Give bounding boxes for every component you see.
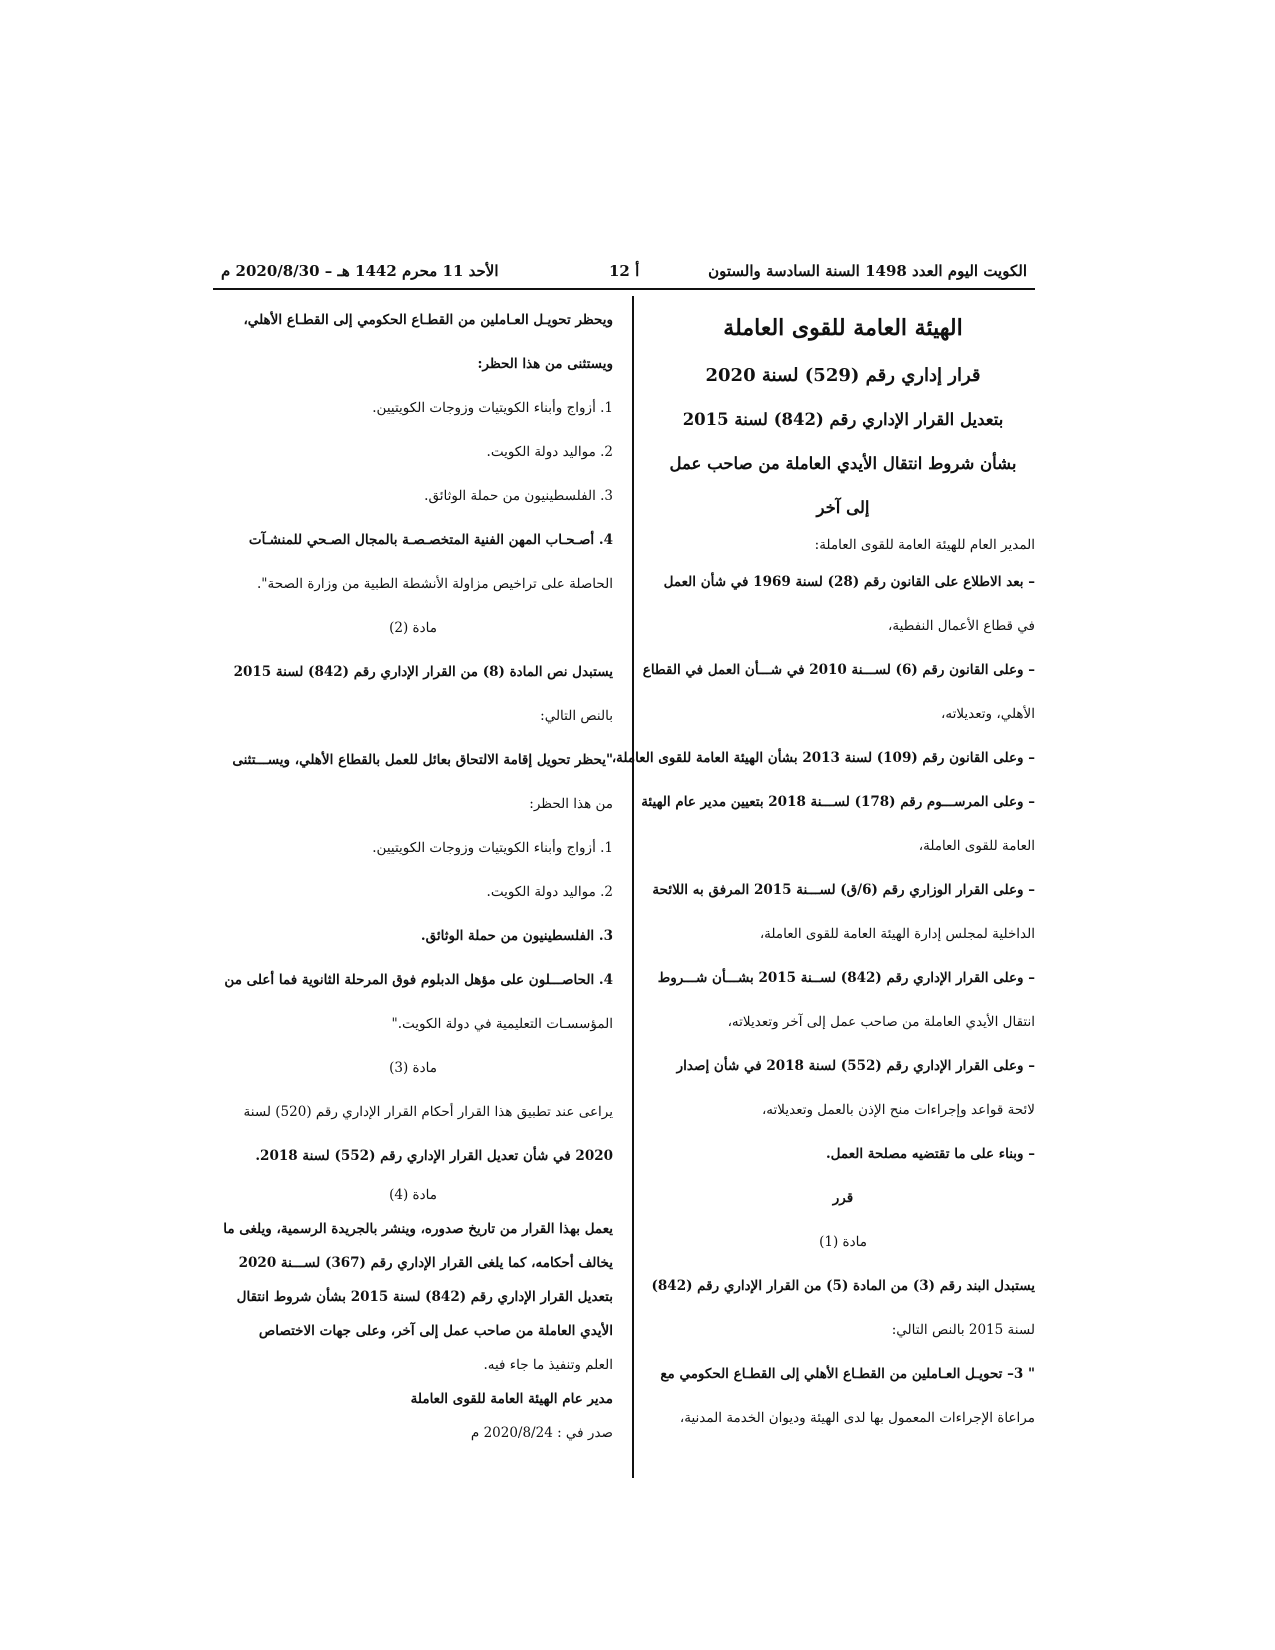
article-4-heading: مادة (4)	[389, 1187, 437, 1203]
exception-item: الحاصلة على تراخيص مزاولة الأنشطة الطبية من وزارة الصحة".	[257, 576, 613, 592]
page-header	[213, 258, 1035, 290]
decision-subject-line-1: بشأن شروط انتقال الأيدي العاملة من صاحب عمل	[669, 454, 1017, 473]
decision-subject-line-2: إلى آخر	[816, 498, 870, 517]
article-1-line: لسنة 2015 بالنص التالي:	[891, 1322, 1035, 1338]
article-2-line: "يحظر تحويل إقامة الالتحاق بعائل للعمل بالقطاع الأهلي، ويســـتثنى	[232, 752, 613, 768]
article-1-continued-line: ويستثنى من هذا الحظر:	[477, 356, 613, 372]
preamble-line: – وعلى القانون رقم (6) لســـنة 2010 في شـــأن العمل في القطاع	[642, 662, 1035, 678]
article-2-line: يستبدل نص المادة (8) من القرار الإداري رقم (842) لسنة 2015	[233, 664, 613, 680]
decision-title: قرار إداري رقم (529) لسنة 2020	[705, 365, 981, 386]
article-4-line: بتعديل القرار الإداري رقم (842) لسنة 2015 بشأن شروط انتقال	[236, 1289, 613, 1305]
authority-title: الهيئة العامة للقوى العاملة	[723, 315, 963, 341]
preamble-line: المدير العام للهيئة العامة للقوى العاملة:	[814, 537, 1035, 553]
right-column	[611, 300, 1035, 1442]
exception-item: 2. مواليد دولة الكويت.	[486, 444, 613, 460]
article-1-heading: مادة (1)	[819, 1234, 867, 1250]
article-1-line: " 3– تحويـل العـاملين من القطـاع الأهلي إلى القطـاع الحكومي مع	[660, 1366, 1035, 1382]
preamble-line: في قطاع الأعمال النفطية،	[887, 618, 1035, 634]
article-4-line: العلم وتنفيذ ما جاء فيه.	[483, 1357, 613, 1373]
preamble-line: الداخلية لمجلس إدارة الهيئة العامة للقوى العاملة،	[759, 926, 1035, 942]
preamble-line: – وعلى القانون رقم (109) لسنة 2013 بشأن الهيئة العامة للقوى العاملة،	[611, 750, 1035, 766]
preamble-line: الأهلي، وتعديلاته،	[941, 706, 1035, 722]
issue-date: الأحد 11 محرم 1442 هـ – 2020/8/30 م	[221, 262, 499, 280]
signatory-title: مدير عام الهيئة العامة للقوى العاملة	[410, 1391, 613, 1407]
preamble-line: – بعد الاطلاع على القانون رقم (28) لسنة 1969 في شأن العمل	[663, 574, 1035, 590]
article-2-line: بالنص التالي:	[540, 708, 613, 724]
decided-heading: قرر	[832, 1190, 854, 1206]
article-3-line: يراعى عند تطبيق هذا القرار أحكام القرار الإداري رقم (520) لسنة	[243, 1104, 613, 1120]
column-divider	[632, 296, 634, 1478]
exception-item: 3. الفلسطينيون من حملة الوثائق.	[424, 488, 613, 504]
left-column	[213, 300, 613, 1452]
issue-date-footer: صدر في : 2020/8/24 م	[470, 1425, 613, 1441]
exception-item: المؤسسـات التعليمية في دولة الكويت."	[391, 1016, 613, 1032]
article-1-line: مراعاة الإجراءات المعمول بها لدى الهيئة وديوان الخدمة المدنية،	[679, 1410, 1035, 1426]
exception-item: 2. مواليد دولة الكويت.	[486, 884, 613, 900]
preamble-line: – وبناء على ما تقتضيه مصلحة العمل.	[825, 1146, 1035, 1162]
preamble-line: – وعلى القرار الإداري رقم (842) لســنة 2015 بشـــأن شـــروط	[657, 970, 1035, 986]
page-number: أ 12	[609, 262, 640, 280]
preamble-line: – وعلى القرار الوزاري رقم (6/ق) لســـنة 2015 المرفق به اللائحة	[652, 882, 1035, 898]
exception-item: 4. الحاصـــلون على مؤهل الدبلوم فوق المرحلة الثانوية فما أعلى من	[224, 972, 613, 988]
article-2-heading: مادة (2)	[389, 620, 437, 636]
preamble-line: لائحة قواعد وإجراءات منح الإذن بالعمل وتعديلاته،	[761, 1102, 1035, 1118]
article-4-line: يعمل بهذا القرار من تاريخ صدوره، وينشر بالجريدة الرسمية، ويلغى ما	[223, 1221, 613, 1237]
article-1-continued-line: ويحظر تحويـل العـاملين من القطـاع الحكومي إلى القطـاع الأهلي،	[243, 312, 613, 328]
decision-subtitle: بتعديل القرار الإداري رقم (842) لسنة 2015	[682, 410, 1004, 429]
article-1-line: يستبدل البند رقم (3) من المادة (5) من القرار الإداري رقم (842)	[651, 1278, 1035, 1294]
gazette-issue: الكويت اليوم العدد 1498 السنة السادسة والستون	[708, 262, 1027, 280]
exception-item: 1. أزواج وأبناء الكويتيات وزوجات الكويتيين.	[372, 840, 613, 856]
article-3-line: 2020 في شأن تعديل القرار الإداري رقم (552) لسنة 2018.	[255, 1148, 613, 1164]
preamble-line: انتقال الأيدي العاملة من صاحب عمل إلى آخر وتعديلاته،	[727, 1014, 1035, 1030]
exception-item: 3. الفلسطينيون من حملة الوثائق.	[420, 928, 613, 944]
preamble-line: – وعلى المرســـوم رقم (178) لســـنة 2018 بتعيين مدير عام الهيئة	[641, 794, 1035, 810]
preamble-line: العامة للقوى العاملة،	[918, 838, 1035, 854]
exception-item: 4. أصـحـاب المهن الفنية المتخصـصـة بالمجال الصـحي للمنشـآت	[248, 532, 613, 548]
article-3-heading: مادة (3)	[389, 1060, 437, 1076]
article-4-line: يخالف أحكامه، كما يلغى القرار الإداري رقم (367) لســـنة 2020	[238, 1255, 613, 1271]
preamble-line: – وعلى القرار الإداري رقم (552) لسنة 2018 في شأن إصدار	[676, 1058, 1035, 1074]
article-4-line: الأيدي العاملة من صاحب عمل إلى آخر، وعلى جهات الاختصاص	[258, 1323, 613, 1339]
exception-item: 1. أزواج وأبناء الكويتيات وزوجات الكويتيين.	[372, 400, 613, 416]
article-2-line: من هذا الحظر:	[529, 796, 613, 812]
